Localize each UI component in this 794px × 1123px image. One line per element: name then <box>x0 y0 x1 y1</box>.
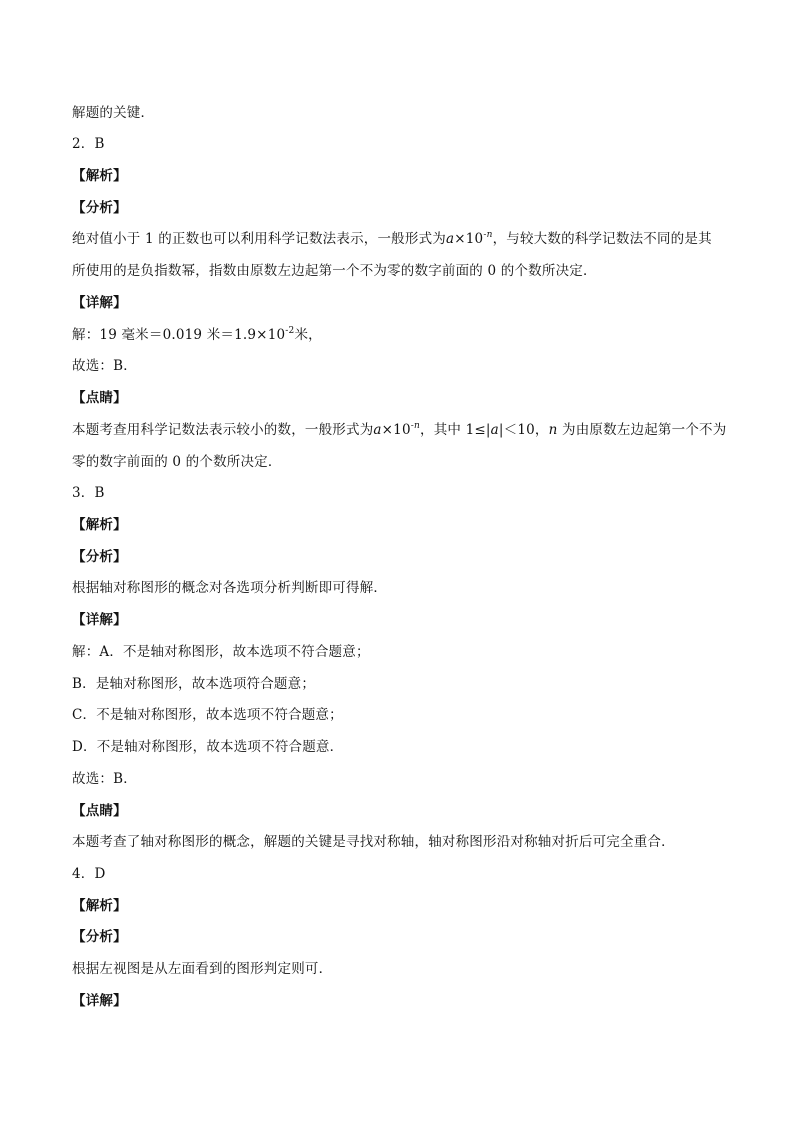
text-span: 本题考查用科学记数法表示较小的数，一般形式为 <box>72 422 374 438</box>
answer-number: 3．B <box>72 485 105 501</box>
math-variable: a <box>373 422 382 438</box>
text-span: 绝对值小于 1 的正数也可以利用科学记数法表示，一般形式为 <box>72 231 446 247</box>
text-line: 本题考查了轴对称图形的概念，解题的关键是寻找对称轴，轴对称图形沿对称轴对折后可完全重合． <box>72 834 675 850</box>
math-exponent: -n <box>410 420 420 431</box>
math-term: ×10 <box>381 422 411 438</box>
text-line: 根据左视图是从左面看到的图形判定则可． <box>72 961 333 977</box>
text-line <box>72 420 732 440</box>
text-span: 米， <box>294 327 322 343</box>
text-line: 解题的关键． <box>72 105 155 121</box>
math-variable: a <box>490 422 499 438</box>
text-span: 为由原数左边起第一个不为 <box>557 422 727 438</box>
text-line <box>72 229 732 249</box>
text-line: 故选：B． <box>72 358 137 374</box>
section-heading-xiangjie: 【详解】 <box>72 612 127 628</box>
text-line: 根据轴对称图形的概念对各选项分析判断即可得解． <box>72 580 388 596</box>
section-heading-fenxi: 【分析】 <box>72 549 127 565</box>
section-heading-jiexi: 【解析】 <box>72 517 127 533</box>
section-heading-fenxi: 【分析】 <box>72 929 127 945</box>
text-line: B．是轴对称图形，故本选项符合题意； <box>72 676 316 692</box>
math-variable: n <box>548 422 558 438</box>
text-line: 所使用的是负指数幂，指数由原数左边起第一个不为零的数字前面的 0 的个数所决定． <box>72 263 597 279</box>
answer-number: 4．D <box>72 866 106 882</box>
section-heading-jiexi: 【解析】 <box>72 898 127 914</box>
text-span: |＜10， <box>498 422 549 438</box>
text-line: C．不是轴对称图形，故本选项不符合题意； <box>72 707 343 723</box>
math-exponent: -2 <box>285 325 295 336</box>
section-heading-jiexi: 【解析】 <box>72 168 127 184</box>
section-heading-fenxi: 【分析】 <box>72 200 127 216</box>
text-span: ，其中 1≤| <box>420 422 491 438</box>
text-line: 解：A．不是轴对称图形，故本选项不符合题意； <box>72 644 370 660</box>
math-term: ×10 <box>454 231 484 247</box>
math-variable: a <box>445 231 455 247</box>
text-span: ，与较大数的科学记数法不同的是其 <box>492 231 712 247</box>
section-heading-dianjing: 【点睛】 <box>72 803 127 819</box>
text-span: 解：19 毫米＝0.019 米＝1.9×10 <box>72 327 286 343</box>
section-heading-xiangjie: 【详解】 <box>72 295 127 311</box>
text-line: 故选：B． <box>72 771 137 787</box>
answer-number: 2．B <box>72 136 105 152</box>
section-heading-dianjing: 【点睛】 <box>72 390 127 406</box>
math-exponent: -n <box>483 229 493 240</box>
text-line: 零的数字前面的 0 的个数所决定． <box>72 454 282 470</box>
text-line: D．不是轴对称图形，故本选项不符合题意． <box>72 739 344 755</box>
section-heading-xiangjie: 【详解】 <box>72 993 127 1009</box>
text-line <box>72 325 732 345</box>
